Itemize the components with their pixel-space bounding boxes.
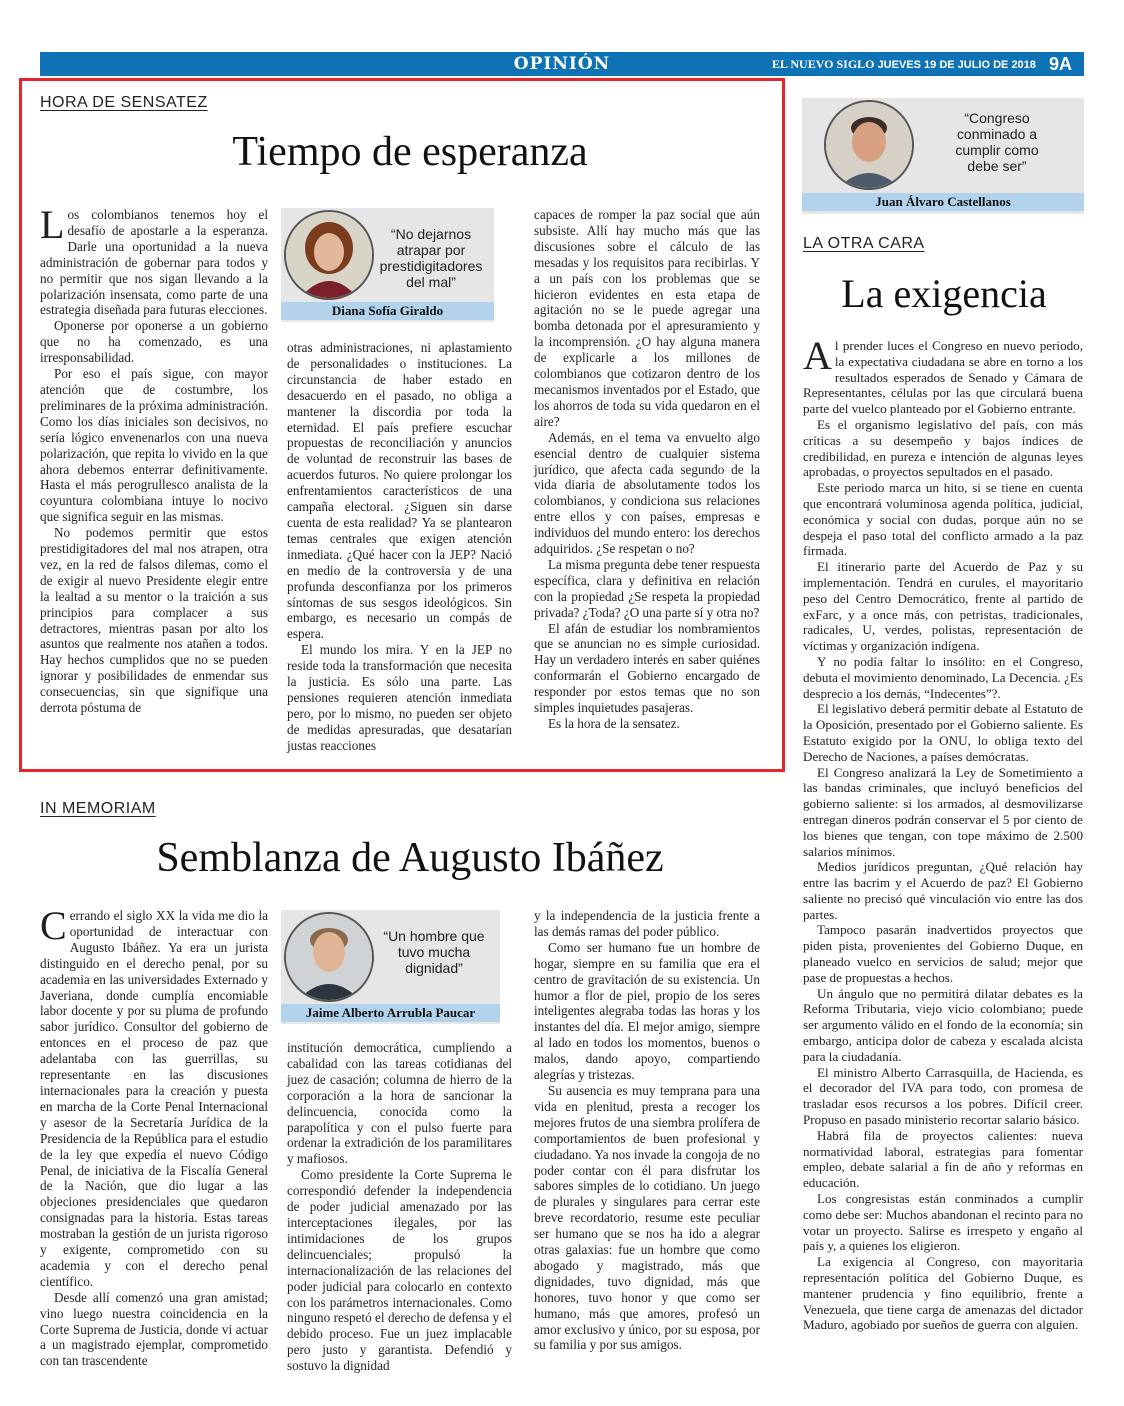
article1-column-2 [287, 340, 512, 754]
article1-paragraph: Es la hora de la sensatez. [548, 716, 680, 731]
publication-name: EL NUEVO SIGLO [772, 57, 875, 71]
pull-quote-text: “Un hombre que tuvo mucha dignidad” [383, 928, 485, 976]
article2-title: Semblanza de Augusto Ibáñez [156, 835, 664, 881]
article3-paragraph: Los congresistas están conminados a cumplir como debe ser: Muchos abandonan el recinto para no votar un proyecto. Salirse es irrespeto y engaño al país y, a quienes los eligieron. [803, 1191, 1083, 1254]
article2-paragraph: Su ausencia es muy temprana para una vida en plenitud, presta a recoger los mejores frutos de una siembra prolífera de comportamientos de buen profesional y ciudadano. Ya nos invade la congoja de no poder contar con él para disfrutar los sabores simples de lo cotidiano. Un juego de plurales y singulares para cerrar este breve recordatorio, resume este peculiar ser humano que se nos ha ido a alegrar otras galaxias: fue un hombre que como abogado y magistrado, más que dignidades, tuvo dignidad, más que honores, tuvo honor y que como ser humano, más que amores, profesó un amor exclusivo y único, por su esposa, por su familia y por sus amigos. [534, 1082, 760, 1353]
article2-paragraph: Como presidente la Corte Suprema le correspondió defender la independencia de poder judicial amenazado por las interceptaciones ilegales, por las intimidaciones de los grupos delincuenciales; propulsó la internacionalización de las relaciones del poder judicial para colocarlo en contexto con los parámetros internacionales. Como ninguno respetó el derecho de defensa y el debido proceso. Fue un juez implacable pero justo y garantista. Defendió y sostuvo la dignidad [287, 1167, 512, 1374]
article1-kicker: HORA DE SENSATEZ [40, 94, 208, 111]
portrait-icon [286, 212, 372, 298]
article1-paragraph: Oponerse por oponerse a un gobierno que no ha comenzado, es una irresponsabilidad. [40, 318, 268, 366]
article3-paragraph: Un ángulo que no permitirá dilatar debates es la Reforma Tributaria, viejo vicio colombiano; puede ser argumento válido en el fondo de la economía; sin embargo, anticipa dolor de cabeza y escalada alcista para la ciudadanía. [803, 985, 1083, 1064]
article1-column-1 [40, 202, 268, 716]
article1-paragraph: El afán de estudiar los nombramientos que se anuncian no es simple curiosidad. Hay un verdadero interés en saber quiénes conformarán el Gobierno encargado de responder por estos temas que no son simples inquietudes pasajeras. [534, 620, 760, 716]
dropcap: C [40, 903, 67, 948]
article1-pull-quote [281, 208, 494, 322]
article3-column [803, 333, 1083, 1333]
dropcap: L [40, 202, 65, 247]
article3-pull-quote [802, 98, 1084, 214]
article3-paragraph: El ministro Alberto Carrasquilla, de Hacienda, es el decorador del IVA para todo, con promesa de trasladar esos recursos a los pobres. Difícil creer. Propuso en pasado ministerio recortar salario básico. [803, 1064, 1083, 1128]
article1-paragraph: otras administraciones, ni aplastamiento de personalidades o instituciones. La circunstancia de haber estado en desacuerdo en el pasado, no obliga a mantener la discordia por toda la eternidad. El país prefiere escuchar propuestas de reconciliación y anuncios de voluntad de reconstruir las bases de acuerdos futuros. No quiere prolongar los enfrentamientos característicos de una campaña electoral. ¿Siguen sin darse cuenta de esta realidad? Ya se plantearon temas centrales que exigen atención inmediata. ¿Qué hacer con la JEP? Nació en medio de la controversia y de una profunda desconfianza por los primeros síntomas de sus sesgos ideológicos. Sin embargo, es necesario un compás de espera. [287, 340, 512, 642]
article1-paragraph: Los colombianos tenemos hoy el desafío de apostarle a la esperanza. Darle una oportunidad a la nueva administración de gobernar para todos y no permitir que nos sigan llevando a la polarización insensata, como parte de una estrategia diseñada para futuras elecciones. [40, 202, 268, 318]
article3-paragraph: Habrá fila de proyectos calientes: nueva normatividad laboral, estrategias para fomentar empleo, debate salarial a fin de año y reformas en educación. [803, 1127, 1083, 1191]
article3-paragraph: El itinerario parte del Acuerdo de Paz y su implementación. Tendrá en curules, el mayoritario peso del Centro Democrático, frente al partido de exFarc, y a once más, con petristas, tradicionales, radicales, U, verdes, polistas, representación de víctimas y organización indígena. [803, 559, 1083, 654]
article3-paragraph: Y no podía faltar lo insólito: en el Congreso, debuta el movimiento denominado, La Decencia. ¿Es desprecio a los demás, “Indecentes”?. [803, 653, 1083, 701]
article2-kicker: IN MEMORIAM [40, 800, 156, 817]
portrait-icon [826, 102, 912, 188]
article1-paragraph: El mundo los mira. Y en la JEP no reside toda la transformación que necesita la justicia. Es sólo una parte. Las pensiones requieren atención inmediata pero, por lo mismo, no pueden ser objeto de medidas apresuradas, que desatarían justas reacciones [287, 642, 512, 753]
pull-quote-text: “No dejarnos atrapar por prestidigitadores del mal” [379, 226, 483, 290]
article2-paragraph: institución democrática, cumpliendo a cabalidad con las tareas cotidianas del juez de casación; columna de hierro de la corporación a la hora de sancionar la delincuencia, conocida como la parapolítica y con el pulso fuerte para ordenar la extradición de los paramilitares y mafiosos. [287, 1040, 512, 1167]
article2-column-2 [287, 1040, 512, 1374]
article3-paragraph: Tampoco pasarán inadvertidos proyectos que piden pista, provenientes del Gobierno Duque, en planeado vuelco en servicios de salud; mejor que pase de propuestas a hechos. [803, 922, 1083, 985]
article3-paragraph: Medios jurídicos preguntan, ¿Qué relación hay entre las bacrim y el Acuerdo de paz? El Gobierno saliente no precisó qué vinculación vio entre las dos partes. [803, 859, 1083, 922]
article1-paragraph: La misma pregunta debe tener respuesta específica, clara y definitiva en relación con la propiedad ¿Se respeta la propiedad privada? ¿Toda? ¿O una parte sí y otra no? [534, 556, 761, 620]
author-photo [284, 210, 374, 300]
article2-pull-quote [281, 910, 500, 1024]
author-name: Diana Sofía Giraldo [281, 302, 494, 320]
article3-paragraph: Al prender luces el Congreso en nuevo periodo, la expectativa ciudadana se abre en torno a los resultados esperados de Senado y Cámara de Representantes, células por las que circulará buena parte del vuelco planteado por el Gobierno entrante. [803, 333, 1083, 417]
article1-column-3 [534, 207, 760, 732]
article3-title: La exigencia [841, 271, 1047, 316]
dropcap: A [803, 333, 832, 378]
article3-paragraph: Es el organismo legislativo del país, con más críticas a su desempeño y bajos índices de credibilidad, en pureza e intención de algunas leyes aprobadas, o proyectos sepultados en el pasado. [803, 416, 1083, 480]
portrait-icon [286, 914, 372, 1000]
article1-title: Tiempo de esperanza [232, 129, 588, 175]
author-photo [824, 100, 914, 190]
article3-paragraph: El legislativo deberá permitir debate al Estatuto de la Oposición, presentado por el Gobierno saliente. Es Estatuto exigido por la ONU, lo obliga texto del Derecho de Naciones, a países demócratas. [803, 701, 1083, 764]
article3-kicker: LA OTRA CARA [803, 235, 925, 252]
page-number: 9A [1048, 54, 1072, 74]
article1-paragraph: capaces de romper la paz social que aún subsiste. Allí hay mucho más que las discusiones sobre el cálculo de las mesadas y los requisitos para recibirlas. Y a un país con los problemas que se hicieron evidentes en esta etapa de agitación no se le puede agregar una bomba detonada por el apresuramiento y la incomprensión. ¿O hay alguna manera de explicarle a los millones de colombianos que cotizaron dentro de los mecanismos inventados por el Estado, que los ahorros de toda su vida quedaron en el aire? [534, 207, 760, 429]
article2-column-3 [534, 908, 760, 1353]
masthead-info [772, 52, 1072, 77]
article2-paragraph: Cerrando el siglo XX la vida me dio la oportunidad de interactuar con Augusto Ibáñez. Ya era un jurista distinguido en el derecho penal, por su academia en las universidades Externado y Javeriana, donde cumplía encomiable labor docente y por su pluma de profundo sabor jurídico. Consultor del gobierno de entonces en el proceso de paz que adelantaba con las guerrillas, su representante en las discusiones internacionales para la creación y puesta en marcha de la Corte Penal Internacional y asesor de la Secretaría Jurídica de la Presidencia de la República para el estudio de la ley que expedía el nuevo Código Penal, de iniciativa de la Fiscalía General de la Nación, que dio lugar a las objeciones presidenciales que quedaron consignadas para la historia. Estas tareas mostraban la gestión de un jurista rigoroso y exigente, comprometido con su academia y con el derecho penal científico. [40, 903, 268, 1289]
article1-paragraph: No podemos permitir que estos prestidigitadores del mal nos atrapen, otra vez, en la red de falsos dilemas, como el de exigir al nuevo Presidente elegir entre la lealtad a su mentor o la traición a sus principios para complacer a sus detractores, mientras pasan por alto los asuntos que realmente nos atañen a todos. Hay hechos cumplidos que no se pueden ignorar y posibilidades de enmendar sus consecuencias, sin que signifique una derrota póstuma de [40, 525, 268, 716]
article1-paragraph: Por eso el país sigue, con mayor atención que de costumbre, los preliminares de la próxima administración. Como los días iniciales son decisivos, no sería lógico envenenarlos con una nueva polarización, que repita lo vivido en la que ahora debemos enterrar definitivamente. Hasta el más perogrullesco analista de la coyuntura colombiana intuye lo nocivo que significa seguir en las mismas. [40, 366, 268, 525]
article2-paragraph: Como ser humano fue un hombre de hogar, siempre en su familia que era el centro de gravitación de su existencia. Un humor a flor de piel, propio de los seres inteligentes alegraba todas las horas y los instantes del día. El mejor amigo, siempre al lado en todos los momentos, buenos o malos, dando apoyo, compartiendo alegrías y tristezas. [534, 939, 760, 1083]
article1-paragraph: Además, en el tema va envuelto algo esencial dentro de cualquier sistema jurídico, que afecta cada segundo de la vida diaria de absolutamente todos los colombianos, y condiciona sus relaciones entre ellos y con países, empresas e individuos del mundo entero: los derechos adquiridos. ¿Se respetan o no? [534, 429, 760, 557]
author-photo [284, 912, 374, 1002]
article2-column-1 [40, 903, 268, 1369]
article3-paragraph: Este periodo marca un hito, si se tiene en cuenta que encontrará voluminosa agenda política, judicial, económica y social con dudas, porque aún no se despeja el paso total del conflicto armado a la paz firmada. [803, 480, 1083, 559]
pull-quote-text: “Congreso conminado a cumplir como debe ser” [955, 110, 1039, 174]
article2-paragraph: y la independencia de la justicia frente a las demás ramas del poder público. [534, 908, 760, 939]
article3-paragraph: El Congreso analizará la Ley de Sometimiento a las bandas criminales, que incluyó beneficios del gobierno saliente: si los armados, al desmovilizarse entregan dineros podrán conservar el 5 por ciento de los bienes que tengan, con tope máximo de 2.500 salarios mínimos. [803, 764, 1083, 859]
article3-paragraph: La exigencia al Congreso, con mayoritaria representación política del Gobierno Duque, es mantener prudencia y fino equilibrio, frente a Venezuela, que tiene carga de amenazas del dictador Maduro, agobiado por sueños de guerra con alguien. [803, 1254, 1083, 1333]
issue-date: JUEVES 19 DE JULIO DE 2018 [877, 59, 1036, 71]
section-title: OPINIÓN [513, 54, 611, 74]
section-header-bar [40, 52, 1084, 76]
author-name: Jaime Alberto Arrubla Paucar [281, 1004, 500, 1022]
author-name: Juan Álvaro Castellanos [802, 193, 1084, 211]
article2-paragraph: Desde allí comenzó una gran amistad; vino luego nuestra coincidencia en la Corte Suprema de Justicia, donde vi actuar a un magistrado ejemplar, comprometido con tan trascendente [40, 1289, 268, 1369]
